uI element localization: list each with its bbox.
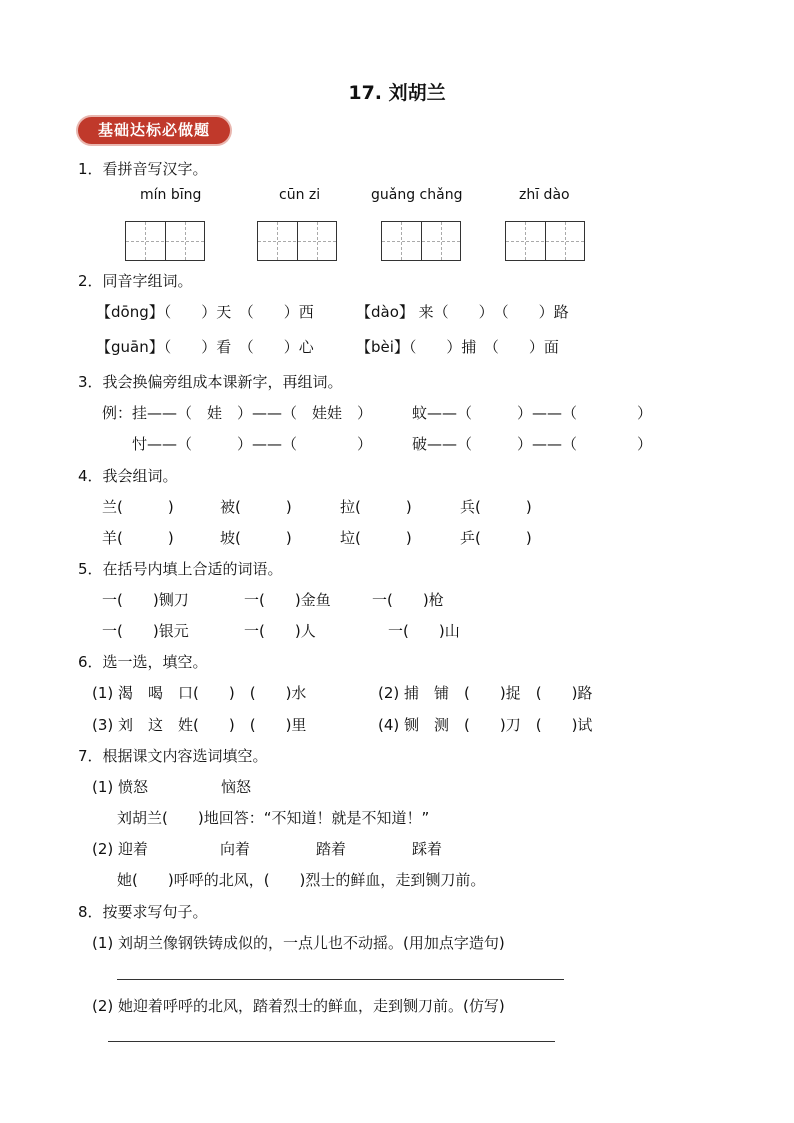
q4-r1-c1: 兰( ) xyxy=(102,498,174,516)
q8-sentence-1: (1) 刘胡兰像钢铁铸成似的，一点儿也不动摇。(用加点字造句) xyxy=(92,934,505,952)
q5-r2-c3: 一( )山 xyxy=(388,622,460,640)
q3-row1-left: 例：挂——（ 娃 ）——（ 娃娃 ） xyxy=(102,404,373,422)
q7-p2-sentence: 她( )呼呼的北风，( )烈士的鲜血，走到铡刀前。 xyxy=(117,871,486,889)
q4-r1-c4: 兵( ) xyxy=(460,498,532,516)
pinyin-1: mín bīng xyxy=(140,187,202,203)
q3-row2-left: 忖——（ ）——（ ） xyxy=(132,435,373,453)
q6-r2-left: (3) 刘 这 姓( ) ( )里 xyxy=(92,716,307,734)
q6-r1-left: (1) 渴 喝 口( ) ( )水 xyxy=(92,684,307,702)
q7-p2-option-2: 向着 xyxy=(220,840,251,858)
q3-row1-right: 蚊——（ ）——（ ） xyxy=(412,404,653,422)
question-7-heading: 7．根据课文内容选词填空。 xyxy=(78,747,268,765)
pinyin-3: guǎng chǎng xyxy=(371,187,463,203)
page-title: 17. 刘胡兰 xyxy=(348,82,446,104)
q5-r1-c2: 一( )金鱼 xyxy=(244,591,331,609)
section-badge xyxy=(78,117,230,144)
section-badge-label: 基础达标必做题 xyxy=(97,121,210,139)
q5-r1-c3: 一( )枪 xyxy=(372,591,444,609)
question-3-heading: 3．我会换偏旁组成本课新字，再组词。 xyxy=(78,373,343,391)
q4-r1-c3: 拉( ) xyxy=(340,498,412,516)
q5-r2-c1: 一( )银元 xyxy=(102,622,189,640)
q4-r2-c4: 乒( ) xyxy=(460,529,532,547)
q2-row1-left: 【dōng】（ ）天 （ ）西 xyxy=(96,303,314,321)
question-4-heading: 4．我会组词。 xyxy=(78,467,178,485)
q5-r1-c1: 一( )铡刀 xyxy=(102,591,189,609)
q4-r2-c3: 垃( ) xyxy=(340,529,412,547)
q2-row1-right: 【dào】 来（ ） （ ）路 xyxy=(356,303,569,321)
q7-p2-option-1: (2) 迎着 xyxy=(92,840,149,858)
q7-p2-option-4: 踩着 xyxy=(412,840,443,858)
q4-r1-c2: 被( ) xyxy=(220,498,292,516)
q5-r2-c2: 一( )人 xyxy=(244,622,316,640)
answer-line-1[interactable] xyxy=(117,979,564,980)
q6-r2-right: (4) 铡 测 ( )刀 ( )试 xyxy=(378,716,593,734)
q4-r2-c2: 坡( ) xyxy=(220,529,292,547)
q7-p1-option-2: 恼怒 xyxy=(221,778,252,796)
q7-p1-option-1: (1) 愤怒 xyxy=(92,778,149,796)
writing-grid-2[interactable] xyxy=(257,221,337,261)
q2-row2-right: 【bèi】（ ）捕 （ ）面 xyxy=(356,338,559,356)
writing-grid-3[interactable] xyxy=(381,221,461,261)
q3-row2-right: 破——（ ）——（ ） xyxy=(412,435,653,453)
answer-line-2[interactable] xyxy=(108,1041,555,1042)
pinyin-4: zhī dào xyxy=(519,187,570,203)
writing-grid-1[interactable] xyxy=(125,221,205,261)
q4-r2-c1: 羊( ) xyxy=(102,529,174,547)
pinyin-2: cūn zi xyxy=(279,187,321,203)
question-6-heading: 6．选一选，填空。 xyxy=(78,653,208,671)
q8-sentence-2: (2) 她迎着呼呼的北风，踏着烈士的鲜血，走到铡刀前。(仿写) xyxy=(92,997,505,1015)
question-1-heading: 1．看拼音写汉字。 xyxy=(78,160,208,178)
writing-grid-4[interactable] xyxy=(505,221,585,261)
question-2-heading: 2．同音字组词。 xyxy=(78,272,193,290)
q2-row2-left: 【guān】（ ）看 （ ）心 xyxy=(96,338,314,356)
q6-r1-right: (2) 捕 铺 ( )捉 ( )路 xyxy=(378,684,593,702)
question-5-heading: 5．在括号内填上合适的词语。 xyxy=(78,560,283,578)
q7-p1-sentence: 刘胡兰( )地回答：“不知道！就是不知道！” xyxy=(117,809,430,827)
question-8-heading: 8．按要求写句子。 xyxy=(78,903,208,921)
q7-p2-option-3: 踏着 xyxy=(316,840,347,858)
